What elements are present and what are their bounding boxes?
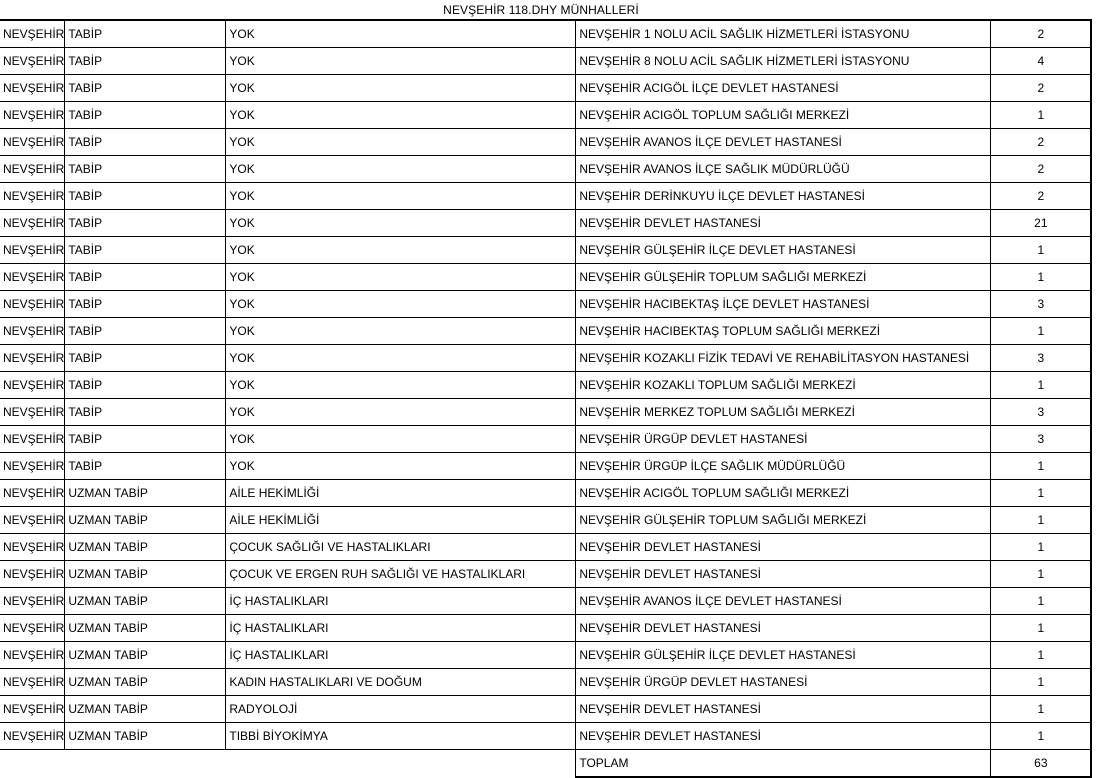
table-row <box>0 534 1091 561</box>
specialty-cell: YOK <box>226 318 576 345</box>
specialty-cell: YOK <box>226 372 576 399</box>
staff-title-cell: TABİP <box>65 372 226 399</box>
specialty-cell: İÇ HASTALIKLARI <box>226 615 576 642</box>
specialty-cell: YOK <box>226 129 576 156</box>
province-cell: NEVŞEHİR <box>0 723 65 750</box>
staff-title-cell: TABİP <box>65 102 226 129</box>
province-cell: NEVŞEHİR <box>0 372 65 399</box>
specialty-cell: YOK <box>226 345 576 372</box>
staff-title-cell: UZMAN TABİP <box>65 642 226 669</box>
specialty-cell: YOK <box>226 399 576 426</box>
table-row <box>0 507 1091 534</box>
staff-title-cell: TABİP <box>65 129 226 156</box>
table-row <box>0 669 1091 696</box>
empty-cell <box>65 750 226 778</box>
table-row <box>0 102 1091 129</box>
vacancy-count-cell: 3 <box>991 399 1092 426</box>
table-row <box>0 480 1091 507</box>
staff-title-cell: TABİP <box>65 318 226 345</box>
vacancy-count-cell: 1 <box>991 588 1092 615</box>
province-cell: NEVŞEHİR <box>0 48 65 75</box>
province-cell: NEVŞEHİR <box>0 129 65 156</box>
institution-cell: NEVŞEHİR GÜLŞEHİR İLÇE DEVLET HASTANESİ <box>576 237 991 264</box>
staff-title-cell: TABİP <box>65 345 226 372</box>
province-cell: NEVŞEHİR <box>0 183 65 210</box>
staff-title-cell: TABİP <box>65 210 226 237</box>
staff-title-cell: UZMAN TABİP <box>65 723 226 750</box>
table-row <box>0 210 1091 237</box>
province-cell: NEVŞEHİR <box>0 561 65 588</box>
institution-cell: NEVŞEHİR 8 NOLU ACİL SAĞLIK HİZMETLERİ İSTASYONU <box>576 48 991 75</box>
institution-cell: NEVŞEHİR DEVLET HASTANESİ <box>576 561 991 588</box>
province-cell: NEVŞEHİR <box>0 210 65 237</box>
province-cell: NEVŞEHİR <box>0 453 65 480</box>
staff-title-cell: UZMAN TABİP <box>65 480 226 507</box>
province-cell: NEVŞEHİR <box>0 291 65 318</box>
staff-title-cell: UZMAN TABİP <box>65 507 226 534</box>
staff-title-cell: TABİP <box>65 399 226 426</box>
province-cell: NEVŞEHİR <box>0 507 65 534</box>
specialty-cell: RADYOLOJİ <box>226 696 576 723</box>
table-row <box>0 156 1091 183</box>
specialty-cell: YOK <box>226 48 576 75</box>
table-row <box>0 291 1091 318</box>
staff-title-cell: UZMAN TABİP <box>65 534 226 561</box>
table-row <box>0 561 1091 588</box>
table-row <box>0 372 1091 399</box>
province-cell: NEVŞEHİR <box>0 345 65 372</box>
staff-title-cell: TABİP <box>65 48 226 75</box>
table-row <box>0 318 1091 345</box>
specialty-cell: YOK <box>226 237 576 264</box>
staff-title-cell: TABİP <box>65 453 226 480</box>
table-row <box>0 588 1091 615</box>
province-cell: NEVŞEHİR <box>0 615 65 642</box>
total-value: 63 <box>991 750 1092 778</box>
vacancy-count-cell: 1 <box>991 723 1092 750</box>
vacancy-count-cell: 2 <box>991 20 1092 48</box>
vacancy-count-cell: 1 <box>991 318 1092 345</box>
page-title: NEVŞEHİR 118.DHY MÜNHALLERİ <box>443 3 639 17</box>
vacancy-count-cell: 3 <box>991 345 1092 372</box>
institution-cell: NEVŞEHİR GÜLŞEHİR İLÇE DEVLET HASTANESİ <box>576 642 991 669</box>
staff-title-cell: UZMAN TABİP <box>65 561 226 588</box>
specialty-cell: AİLE HEKİMLİĞİ <box>226 507 576 534</box>
vacancy-table <box>0 19 1092 778</box>
table-row <box>0 642 1091 669</box>
institution-cell: NEVŞEHİR DEVLET HASTANESİ <box>576 696 991 723</box>
institution-cell: NEVŞEHİR ACIGÖL TOPLUM SAĞLIĞI MERKEZİ <box>576 480 991 507</box>
vacancy-count-cell: 2 <box>991 75 1092 102</box>
vacancy-count-cell: 3 <box>991 426 1092 453</box>
province-cell: NEVŞEHİR <box>0 642 65 669</box>
vacancy-count-cell: 3 <box>991 291 1092 318</box>
table-row <box>0 264 1091 291</box>
table-row <box>0 399 1091 426</box>
province-cell: NEVŞEHİR <box>0 480 65 507</box>
staff-title-cell: UZMAN TABİP <box>65 696 226 723</box>
table-row <box>0 615 1091 642</box>
vacancy-count-cell: 1 <box>991 453 1092 480</box>
specialty-cell: YOK <box>226 453 576 480</box>
institution-cell: NEVŞEHİR DEVLET HASTANESİ <box>576 615 991 642</box>
institution-cell: NEVŞEHİR ÜRGÜP İLÇE SAĞLIK MÜDÜRLÜĞÜ <box>576 453 991 480</box>
institution-cell: NEVŞEHİR HACIBEKTAŞ TOPLUM SAĞLIĞI MERKEZİ <box>576 318 991 345</box>
province-cell: NEVŞEHİR <box>0 426 65 453</box>
institution-cell: NEVŞEHİR AVANOS İLÇE DEVLET HASTANESİ <box>576 588 991 615</box>
staff-title-cell: TABİP <box>65 237 226 264</box>
province-cell: NEVŞEHİR <box>0 264 65 291</box>
table-row <box>0 723 1091 750</box>
province-cell: NEVŞEHİR <box>0 534 65 561</box>
specialty-cell: AİLE HEKİMLİĞİ <box>226 480 576 507</box>
institution-cell: NEVŞEHİR DEVLET HASTANESİ <box>576 210 991 237</box>
staff-title-cell: TABİP <box>65 156 226 183</box>
vacancy-count-cell: 2 <box>991 156 1092 183</box>
specialty-cell: KADIN HASTALIKLARI VE DOĞUM <box>226 669 576 696</box>
vacancy-count-cell: 1 <box>991 669 1092 696</box>
institution-cell: NEVŞEHİR KOZAKLI TOPLUM SAĞLIĞI MERKEZİ <box>576 372 991 399</box>
staff-title-cell: UZMAN TABİP <box>65 615 226 642</box>
table-row <box>0 345 1091 372</box>
province-cell: NEVŞEHİR <box>0 20 65 48</box>
vacancy-count-cell: 1 <box>991 534 1092 561</box>
province-cell: NEVŞEHİR <box>0 399 65 426</box>
institution-cell: NEVŞEHİR MERKEZ TOPLUM SAĞLIĞI MERKEZİ <box>576 399 991 426</box>
province-cell: NEVŞEHİR <box>0 696 65 723</box>
institution-cell: NEVŞEHİR AVANOS İLÇE DEVLET HASTANESİ <box>576 129 991 156</box>
table-row <box>0 183 1091 210</box>
specialty-cell: YOK <box>226 264 576 291</box>
province-cell: NEVŞEHİR <box>0 669 65 696</box>
specialty-cell: ÇOCUK VE ERGEN RUH SAĞLIĞI VE HASTALIKLARI <box>226 561 576 588</box>
vacancy-count-cell: 21 <box>991 210 1092 237</box>
table-row <box>0 237 1091 264</box>
table-row <box>0 129 1091 156</box>
specialty-cell: YOK <box>226 291 576 318</box>
specialty-cell: YOK <box>226 156 576 183</box>
province-cell: NEVŞEHİR <box>0 75 65 102</box>
institution-cell: NEVŞEHİR GÜLŞEHİR TOPLUM SAĞLIĞI MERKEZİ <box>576 507 991 534</box>
specialty-cell: YOK <box>226 210 576 237</box>
staff-title-cell: TABİP <box>65 183 226 210</box>
staff-title-cell: TABİP <box>65 426 226 453</box>
table-row <box>0 453 1091 480</box>
staff-title-cell: TABİP <box>65 75 226 102</box>
vacancy-count-cell: 2 <box>991 129 1092 156</box>
staff-title-cell: UZMAN TABİP <box>65 669 226 696</box>
province-cell: NEVŞEHİR <box>0 318 65 345</box>
specialty-cell: YOK <box>226 20 576 48</box>
institution-cell: NEVŞEHİR ÜRGÜP DEVLET HASTANESİ <box>576 426 991 453</box>
staff-title-cell: TABİP <box>65 20 226 48</box>
institution-cell: NEVŞEHİR ACIGÖL TOPLUM SAĞLIĞI MERKEZİ <box>576 102 991 129</box>
province-cell: NEVŞEHİR <box>0 237 65 264</box>
institution-cell: NEVŞEHİR ACIGÖL İLÇE DEVLET HASTANESİ <box>576 75 991 102</box>
vacancy-count-cell: 1 <box>991 615 1092 642</box>
vacancy-count-cell: 1 <box>991 372 1092 399</box>
institution-cell: NEVŞEHİR DEVLET HASTANESİ <box>576 723 991 750</box>
institution-cell: NEVŞEHİR DERİNKUYU İLÇE DEVLET HASTANESİ <box>576 183 991 210</box>
vacancy-table-body <box>0 20 1091 777</box>
province-cell: NEVŞEHİR <box>0 156 65 183</box>
province-cell: NEVŞEHİR <box>0 588 65 615</box>
table-row <box>0 75 1091 102</box>
table-row <box>0 696 1091 723</box>
institution-cell: NEVŞEHİR AVANOS İLÇE SAĞLIK MÜDÜRLÜĞÜ <box>576 156 991 183</box>
table-row <box>0 20 1091 48</box>
specialty-cell: YOK <box>226 426 576 453</box>
total-label: TOPLAM <box>576 750 991 778</box>
vacancy-count-cell: 1 <box>991 237 1092 264</box>
table-row <box>0 48 1091 75</box>
vacancy-count-cell: 2 <box>991 183 1092 210</box>
staff-title-cell: UZMAN TABİP <box>65 588 226 615</box>
specialty-cell: İÇ HASTALIKLARI <box>226 642 576 669</box>
institution-cell: NEVŞEHİR ÜRGÜP DEVLET HASTANESİ <box>576 669 991 696</box>
specialty-cell: YOK <box>226 183 576 210</box>
table-row <box>0 426 1091 453</box>
vacancy-count-cell: 1 <box>991 561 1092 588</box>
specialty-cell: YOK <box>226 75 576 102</box>
specialty-cell: TIBBİ BİYOKİMYA <box>226 723 576 750</box>
staff-title-cell: TABİP <box>65 264 226 291</box>
total-row <box>0 750 1091 778</box>
empty-cell <box>0 750 65 778</box>
vacancy-count-cell: 1 <box>991 507 1092 534</box>
institution-cell: NEVŞEHİR GÜLŞEHİR TOPLUM SAĞLIĞI MERKEZİ <box>576 264 991 291</box>
institution-cell: NEVŞEHİR HACIBEKTAŞ İLÇE DEVLET HASTANESİ <box>576 291 991 318</box>
empty-cell <box>226 750 576 778</box>
vacancy-count-cell: 4 <box>991 48 1092 75</box>
staff-title-cell: TABİP <box>65 291 226 318</box>
institution-cell: NEVŞEHİR KOZAKLI FİZİK TEDAVİ VE REHABİLİTASYON HASTANESİ <box>576 345 991 372</box>
province-cell: NEVŞEHİR <box>0 102 65 129</box>
specialty-cell: YOK <box>226 102 576 129</box>
vacancy-count-cell: 1 <box>991 480 1092 507</box>
institution-cell: NEVŞEHİR DEVLET HASTANESİ <box>576 534 991 561</box>
vacancy-count-cell: 1 <box>991 696 1092 723</box>
specialty-cell: İÇ HASTALIKLARI <box>226 588 576 615</box>
vacancy-count-cell: 1 <box>991 642 1092 669</box>
institution-cell: NEVŞEHİR 1 NOLU ACİL SAĞLIK HİZMETLERİ İSTASYONU <box>576 20 991 48</box>
vacancy-count-cell: 1 <box>991 264 1092 291</box>
vacancy-count-cell: 1 <box>991 102 1092 129</box>
specialty-cell: ÇOCUK SAĞLIĞI VE HASTALIKLARI <box>226 534 576 561</box>
